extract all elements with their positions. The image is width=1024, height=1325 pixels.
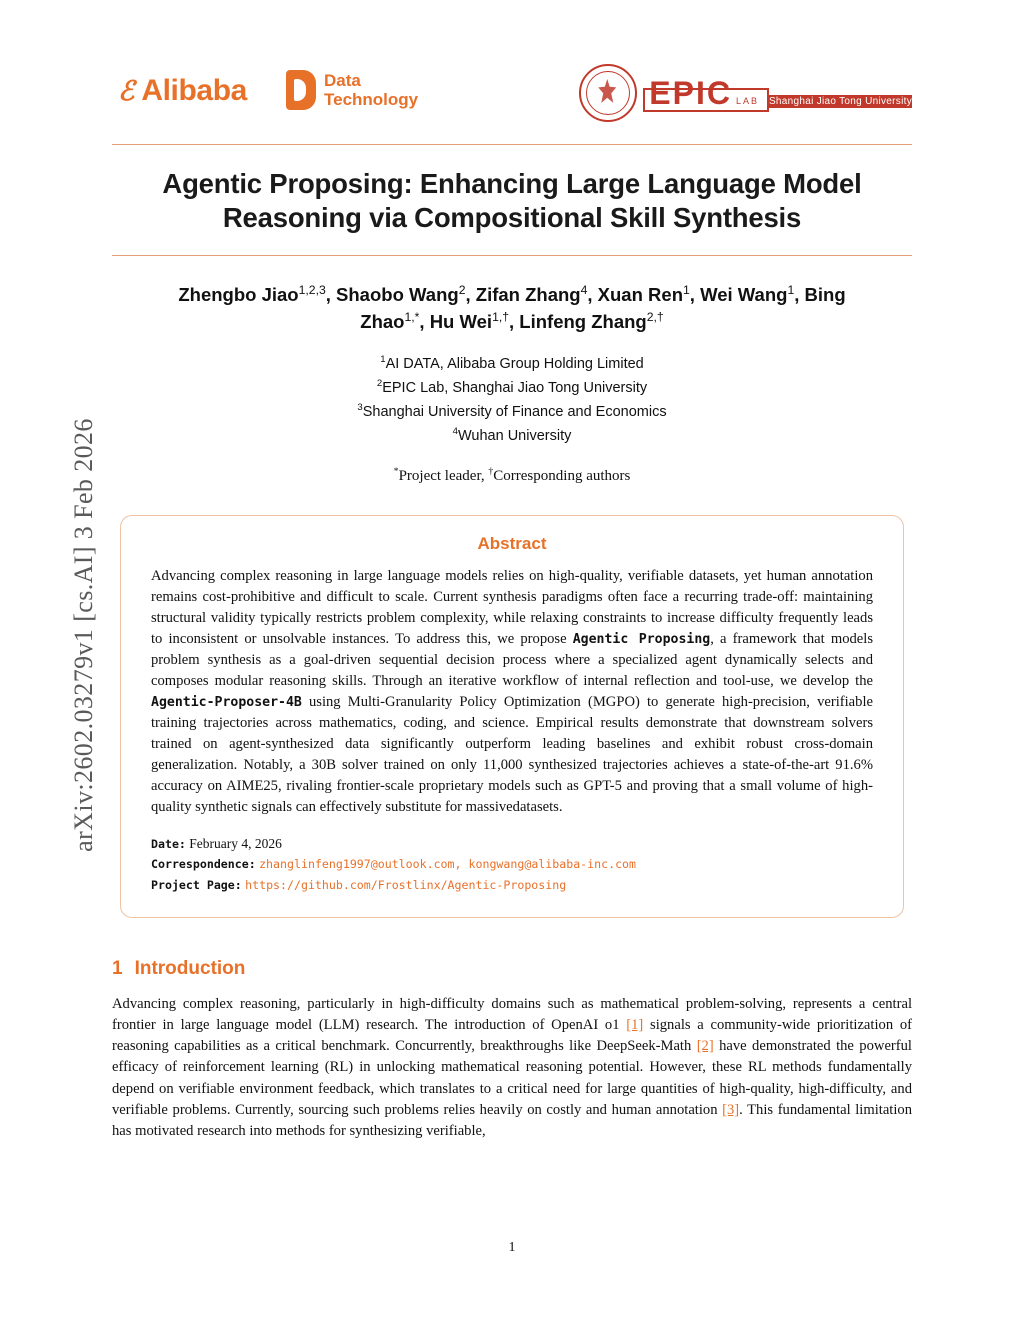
correspondence-label: Correspondence: (151, 857, 256, 872)
abstract-part-2: , a framework that models problem synthesis as a goal-driven sequential decision process where a specialized agent dynamically selects and composes modular reasoning skills. Through an iterative workflow of internal reflection and tool-use, we develop the (151, 631, 873, 690)
paper-page (112, 0, 912, 1325)
affiliation-2 (112, 376, 912, 400)
introduction-paragraph (112, 994, 912, 1142)
intro-text-c: have demonstrated the powerful efficacy of reinforcement learning (RL) in unlocking mathematical reasoning potential. However, these RL methods fundamentally depend on verifiable environment feedback, which translates to a critical need for large quantities of high-quality, high-difficulty, and verifiable problems. Currently, sourcing such problems relies heavily on costly and human annotation (112, 1038, 912, 1118)
affiliation-3-sup: 3 (357, 402, 363, 414)
section-title: Introduction (134, 957, 246, 979)
section-heading-introduction (112, 958, 904, 980)
author-5: , Wei Wang (689, 284, 788, 306)
author-6-first: , Bing (794, 284, 846, 306)
citation-3[interactable]: [3] (722, 1101, 740, 1118)
abstract-bold-proposer-4b: Agentic-Proposer-4B (151, 695, 302, 711)
divider-top (112, 144, 912, 145)
author-4-affil: 1 (683, 283, 690, 298)
data-technology-line2: Technology (324, 90, 419, 109)
author-4: , Xuan Ren (587, 284, 683, 306)
logo-band (112, 58, 912, 144)
abstract-part-1: Advancing complex reasoning in large language models relies on high-quality, verifiable datasets, yet human annotation remains cost-prohibitive and difficult to scale. Current synthesis paradigms often face a recurring trade-off: maintaining structural validity typically restricts problem complexity, while relaxing constraints to increase difficulty frequently leads to inconsistent or unsolvable instances. To address this, we propose (151, 568, 873, 648)
intro-text-d: . This fundamental limitation has motivated research into methods for synthesizing verifiable, (112, 1101, 912, 1139)
page-title: Agentic Proposing: Enhancing Large Language Model Reasoning via Compositional Skill Synthesis (162, 168, 862, 234)
data-technology-line1: Data (324, 70, 361, 90)
correspondence-email-2[interactable]: kongwang@alibaba-inc.com (468, 857, 637, 872)
affiliation-3 (112, 400, 912, 424)
data-technology-mark-icon (286, 70, 316, 110)
abstract-heading: Abstract (477, 534, 547, 554)
abstract-box (120, 515, 904, 918)
author-8: , Linfeng Zhang (509, 311, 647, 333)
corresponding-marker: † (488, 466, 494, 478)
affiliation-4 (112, 424, 912, 448)
author-6-affil: 1,* (404, 310, 420, 325)
author-8-affil: 2,† (646, 310, 664, 325)
correspondence-email-1[interactable]: zhanglinfeng1997@outlook.com (259, 857, 455, 872)
alibaba-logo (118, 76, 247, 106)
meta-project-row (151, 875, 873, 895)
author-1-affil: 1,2,3 (298, 283, 326, 298)
author-notes: *Project leader, †Corresponding authors (393, 466, 631, 485)
project-page-label: Project Page: (151, 877, 242, 892)
date-value: February 4, 2026 (189, 836, 282, 852)
author-2: , Shaobo Wang (325, 284, 459, 306)
divider-under-title (112, 255, 912, 256)
intro-text-b: signals a community-wide prioritization of reasoning capabilities as a critical benchmark. Concurrently, breakthroughs like DeepSeek-Math (112, 1017, 913, 1055)
affiliation-2-text: EPIC Lab, Shanghai Jiao Tong University (382, 379, 648, 396)
author-2-affil: 2 (458, 283, 466, 298)
project-leader-marker: * (393, 466, 399, 478)
affiliation-1-sup: 1 (380, 354, 386, 366)
abstract-part-3: using Multi-Granularity Policy Optimization (MGPO) to generate high-precision, verifiable training trajectories across mathematics, coding, and science. Empirical results demonstrate that downstream solvers trained on agent-synthesized data significantly outperform leading baselines and exhibit robust cross-domain generalization. Notably, a 30B solver trained on only 11,000 synthesized trajectories achieves a state-of-the-art 91.6% accuracy on AIME25, rivaling frontier-scale proprietary models such as GPT-5 and proving that a small volume of high-quality synthetic signals can effectively substitute for massivedatasets. (151, 694, 873, 816)
meta-date-row (151, 834, 873, 854)
epic-block (643, 74, 912, 111)
sjtu-seal-icon (579, 64, 637, 122)
meta-correspondence-row (151, 854, 873, 874)
authors-list (120, 282, 904, 336)
citation-1[interactable]: [1] (626, 1017, 644, 1034)
date-label: Date: (151, 837, 186, 852)
data-technology-wordmark (324, 71, 418, 109)
section-number: 1 (112, 957, 123, 979)
affiliation-4-sup: 4 (452, 426, 458, 438)
abstract-meta (151, 834, 873, 895)
project-page-link[interactable]: https://github.com/Frostlinx/Agentic-Proposing (245, 877, 567, 892)
citation-2[interactable]: [2] (696, 1038, 714, 1055)
author-7-affil: 1,† (492, 310, 510, 325)
affiliation-3-text: Shanghai University of Finance and Economics (362, 403, 667, 420)
epic-frame (643, 74, 769, 112)
epic-university-label: Shanghai Jiao Tong University (768, 95, 912, 107)
arxiv-stamp: arXiv:2602.03279v1 [cs.AI] 3 Feb 2026 (69, 418, 98, 852)
epic-lab-label: LAB (735, 95, 759, 106)
author-3: , Zifan Zhang (465, 284, 581, 306)
affiliations-list (112, 352, 912, 448)
author-5-affil: 1 (787, 283, 795, 298)
affiliation-2-sup: 2 (376, 378, 383, 390)
author-3-affil: 4 (580, 283, 588, 298)
data-technology-logo (286, 70, 418, 110)
affiliation-4-text: Wuhan University (457, 428, 572, 444)
author-7: , Hu Wei (419, 311, 493, 333)
author-6-last: Zhao (360, 311, 405, 333)
epic-wordmark: EPIC (649, 74, 732, 111)
author-1: Zhengbo Jiao (178, 284, 299, 306)
correspondence-separator: , (454, 857, 469, 872)
epic-lab-logo (579, 64, 912, 122)
affiliation-1-text: AI DATA, Alibaba Group Holding Limited (385, 355, 644, 372)
intro-text-a: Advancing complex reasoning, particularly in high-difficulty domains such as mathematical problem-solving, represents a central frontier in large language model (LLM) research. The introduction of OpenAI o1 (112, 995, 912, 1034)
alibaba-wordmark: Alibaba (141, 74, 247, 107)
abstract-body (151, 566, 873, 818)
affiliation-1 (112, 352, 912, 376)
alibaba-mark-icon: ℰ (118, 75, 135, 107)
page-number: 1 (508, 1240, 516, 1255)
abstract-bold-agentic-proposing: Agentic Proposing (572, 632, 711, 648)
